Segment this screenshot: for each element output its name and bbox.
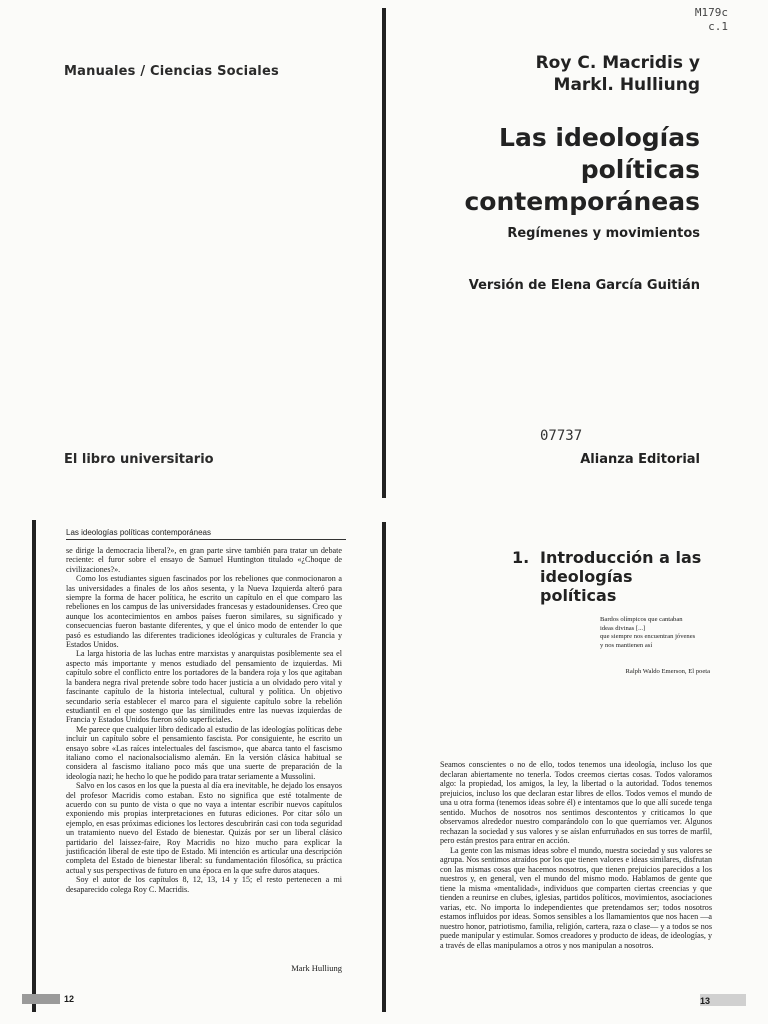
book-title (464, 122, 700, 218)
epigraph-line: ideas divinas [...] (600, 624, 646, 632)
book-subtitle: Regímenes y movimientos (507, 226, 700, 241)
paragraph: Me parece que cualquier libro dedicado al estudio de las ideologías políticas debe incluir un capítulo sobre el pensamiento fascista. Por consiguiente, he escrito un ensayo sobre «Las raíces intelectuales del fascismo», que abarca tanto el fascismo italiano como el nacionalsocialismo alemán. En la versión clásica habitual se considera al fascismo italiano poco más que una suerte de preparación de la ideología nazi; he hecho lo que he podido para tratar seriamente a Mussolini. (66, 724, 342, 781)
page-edge-shadow (32, 520, 36, 1012)
translation-credit: Versión de Elena García Guitián (468, 278, 700, 293)
call-number-line: c.1 (708, 20, 728, 33)
title-line: políticas (580, 155, 700, 184)
paragraph: Seamos conscientes o no de ello, todos tenemos una ideología, incluso los que declaran abiertamente no tenerla. Todos creemos ciertas cosas. Todos valoramos algo: la propiedad, los amigos, la ley, la libertad o la autoridad. Todos tenemos prejuicios, incluso los que declaran estar libres de ellos. Todos vemos el mundo de una u otra forma (tenemos ideas sobre él) e intentamos que lo que allí sucede tenga sentido. Muchos de nosotros nos sentimos descontentos y criticamos lo que observamos alrededor nuestro comparándolo con lo que querríamos ver. Algunos rechazan la sociedad y sus valores y se aíslan enfurruñados en sus torres de marfil, pero están prestos para entrar en acción. (440, 760, 712, 845)
title-line: contemporáneas (464, 187, 700, 216)
page-number-bar (22, 994, 60, 1004)
running-head: Las ideologías políticas contemporáneas (66, 528, 346, 540)
author-line: Markl. Hulliung (553, 75, 700, 95)
paragraph: Soy el autor de los capítulos 8, 12, 13, 14 y 15; el resto pertenecen a mi desaparecido colega Roy C. Macridis. (66, 875, 342, 894)
paragraph: Como los estudiantes siguen fascinados por los rebeliones que conmocionaron a las universidades a finales de los años sesenta, y la Nueva Izquierda alteró para siempre la forma de hacer política, he escrito un capítulo en el que comparo las rebeliones en los campus de las universidades francesas y estadounidenses. Creo que aunque los acontecimientos en ambos países fueron similares, su significado y consecuencias fueron bastante diferentes, y que el único modo de entender lo que pasó es estudiando las diferentes tradiciones ideológicas y culturales de Francia y Estados Unidos. (66, 574, 342, 650)
handwritten-number: 07737 (540, 428, 583, 444)
call-number-line: M179c (694, 6, 728, 19)
author-line: Roy C. Macridis y (535, 53, 700, 73)
paragraph: Salvo en los casos en los que la puesta al día era inevitable, he dejado los ensayos del profesor Macridis como estaban. Esto no significa que esté totalmente de acuerdo con su punto de vista o que no vaya a intentar escribir nuevos capítulos exponiendo mis propias interpretaciones en futuras ediciones. Por citar sólo un ejemplo, en esas próximas ediciones los lectores descubrirán casi con toda seguridad un tratamiento nuevo del Estado de bienestar. Quizás por ser un liberal clásico partidario del laissez-faire, Roy Macridis no hizo mucho para explicar la justificación liberal de este tipo de Estado. Mi intención es articular una descripción completa del Estado de bienestar liberal: su fundamentación filosófica, su práctica actual y sus perspectivas de futuro en una época en la que sufre duros ataques. (66, 781, 342, 875)
epigraph-line: que siempre nos encuentran jóvenes (600, 633, 696, 641)
call-number (695, 6, 728, 34)
epigraph-attribution: Ralph Waldo Emerson, El poeta (625, 668, 710, 675)
chapter-number: 1. (512, 548, 530, 567)
chapter-body (440, 760, 712, 950)
epigraph (600, 616, 730, 650)
series-label: Manuales / Ciencias Sociales (64, 64, 279, 79)
paragraph: La gente con las mismas ideas sobre el mundo, nuestra sociedad y sus valores se agrupa. Nos sentimos atraídos por los que tienen valores e ideas similares, disfrutan con las mismas cosas que hacemos nosotros, que tienen prejuicios parecidos a los nuestros y, en general, ven el mundo del mismo modo. Hablamos de gente que tiene la misma «mentalidad», individuos que comparten ciertas creencias y que tienden a reunirse en clubes, iglesias, partidos políticos, movimientos, asociaciones varias, etc. No importa lo independientes que pretendamos ser; todos nosotros estamos influidos por ideas. Somos sensibles a los llamamientos que nos hacen —a nuestro honor, patriotismo, familia, religión, cartera, raza o clase— y a todos se nos puede manipular y estimular. Somos creadores y producto de ideas, de ideologías, y a través de ellas manipulamos a otros y nos manipulan a nosotros. (440, 845, 712, 950)
title-line: Las ideologías (499, 123, 700, 152)
page-number: 12 (64, 994, 75, 1004)
chapter-title: Introducción a las ideologías políticas (540, 548, 702, 605)
publisher-name: Alianza Editorial (580, 452, 700, 467)
preface-body (66, 546, 342, 894)
paragraph: se dirige la democracia liberal?», en gran parte sirve también para tratar un debate reciente: el furor sobre el ensayo de Samuel Huntington titulado «¿Choque de civilizaciones?». (66, 546, 342, 574)
gutter-shadow-top (382, 8, 386, 498)
signature: Mark Hulliung (291, 963, 342, 973)
chapter-heading (512, 548, 712, 605)
epigraph-line: Bardos olímpicos que cantaban (600, 616, 683, 623)
paragraph: La larga historia de las luchas entre marxistas y anarquistas posiblemente sea el aspecto más importante y menos estudiado del pensamiento de izquierdas. Mi capítulo sobre el conflicto entre los portadores de la bandera roja y los que agitaban la bandera negra rival pretende sobre todo hacer justicia a un olvidado pero vital y fascinante capítulo de la historia intelectual, cultural y política. Un objetivo secundario sería establecer el marco para el siguiente capítulo sobre la rebelión estudiantil en el que sostengo que las similitudes entre las nuevas izquierdas de Francia y Estados Unidos fueron sólo superficiales. (66, 649, 342, 725)
epigraph-line: y nos mantienen así (600, 641, 653, 649)
page-number: 13 (700, 996, 711, 1006)
authors (536, 52, 700, 96)
imprint-label: El libro universitario (64, 452, 214, 467)
gutter-shadow-bottom (382, 522, 386, 1012)
